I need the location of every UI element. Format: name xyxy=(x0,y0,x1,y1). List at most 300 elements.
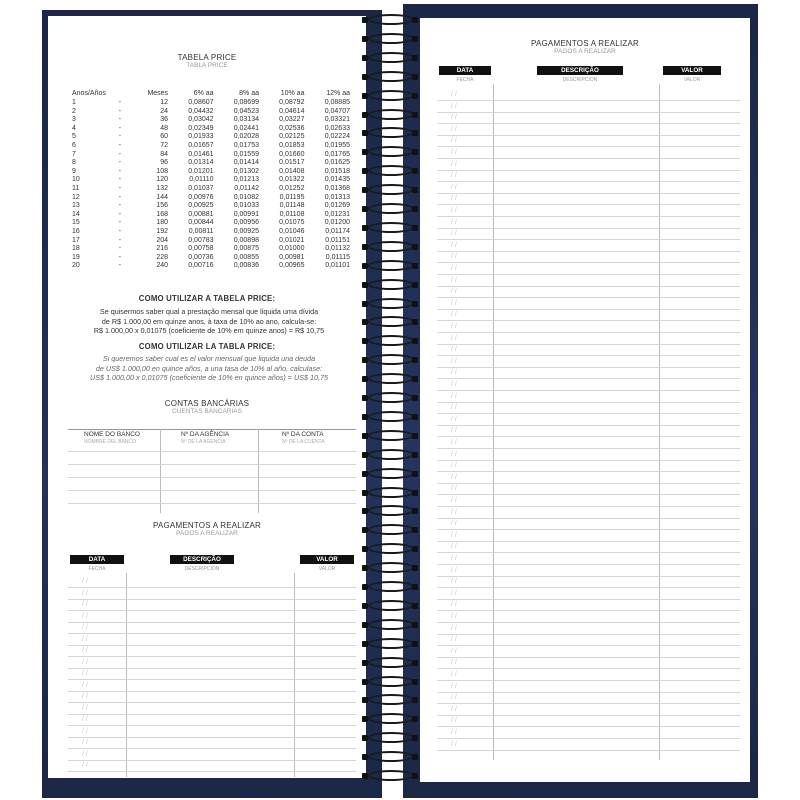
ruled-line[interactable] xyxy=(437,506,740,507)
spiral-ring xyxy=(362,127,418,139)
ruled-line[interactable] xyxy=(437,378,740,379)
price-cell: 0,01660 xyxy=(279,150,305,158)
right-payments-subtitle: PAGOS A REALIZAR xyxy=(554,48,616,55)
right-payments-title: PAGAMENTOS A REALIZAR xyxy=(531,39,639,48)
date-placeholder: / / xyxy=(82,670,88,677)
price-cell: 144 xyxy=(156,193,169,201)
price-cell: 9 xyxy=(72,167,76,175)
spiral-ring xyxy=(362,33,418,45)
spiral-ring xyxy=(362,14,418,26)
ruled-line[interactable] xyxy=(437,100,740,101)
date-placeholder: / / xyxy=(451,427,457,435)
spiral-ring xyxy=(362,732,418,744)
bank-column-divider xyxy=(160,429,161,513)
price-cell: 0,01414 xyxy=(233,159,259,167)
ruled-line[interactable] xyxy=(437,552,740,553)
date-placeholder: / / xyxy=(82,658,88,666)
price-cell: 0,01037 xyxy=(188,184,214,192)
left-payments-table xyxy=(68,555,356,777)
date-placeholder: / / xyxy=(451,462,457,470)
date-placeholder: / / xyxy=(451,346,457,354)
spiral-ring xyxy=(362,430,418,442)
ruled-line[interactable] xyxy=(437,297,740,298)
date-column-header: DATA xyxy=(70,555,124,564)
ruled-line[interactable] xyxy=(437,726,740,727)
price-cell: 0,04432 xyxy=(188,107,214,115)
ruled-line[interactable] xyxy=(68,737,356,738)
ruled-line[interactable] xyxy=(437,460,740,461)
bank-row-line[interactable] xyxy=(68,503,356,504)
price-cell: 4 xyxy=(72,124,76,132)
spiral-ring xyxy=(362,146,418,158)
description-column-subheader: DESCRIPCIÓN xyxy=(184,566,220,572)
ruled-line[interactable] xyxy=(437,181,740,182)
price-cell: 11 xyxy=(72,184,80,192)
price-row xyxy=(70,108,352,117)
bank-column-divider xyxy=(258,429,259,513)
right-page xyxy=(420,18,750,782)
ruled-line[interactable] xyxy=(68,748,356,749)
price-cell: 0,01518 xyxy=(324,167,350,175)
ruled-line[interactable] xyxy=(68,645,356,646)
date-placeholder: / / xyxy=(451,717,457,725)
price-cell: 204 xyxy=(156,236,169,244)
price-cell: 60 xyxy=(160,133,169,141)
ruled-line[interactable] xyxy=(437,135,740,136)
price-table xyxy=(70,88,352,271)
ruled-line[interactable] xyxy=(437,413,740,414)
price-cell: 48 xyxy=(160,124,169,132)
price-cell: - xyxy=(118,141,122,149)
price-cell: 36 xyxy=(160,116,169,124)
price-cell: 1 xyxy=(72,99,76,106)
ruled-line[interactable] xyxy=(68,714,356,715)
date-placeholder: / / xyxy=(82,727,88,735)
bank-row-line[interactable] xyxy=(68,490,356,491)
spiral-ring xyxy=(362,505,418,517)
spiral-ring xyxy=(362,279,418,291)
ruled-line[interactable] xyxy=(437,355,740,356)
price-cell: - xyxy=(118,262,122,270)
price-cell: 0,00965 xyxy=(279,262,305,270)
date-column-subheader: FECHA xyxy=(456,77,474,83)
date-placeholder: / / xyxy=(82,635,88,643)
date-placeholder: / / xyxy=(451,485,457,493)
ruled-line[interactable] xyxy=(437,599,740,600)
price-cell: 0,01461 xyxy=(188,150,214,158)
ruled-line[interactable] xyxy=(437,309,740,310)
price-cell: 0,01046 xyxy=(279,227,305,235)
price-cell: 0,01101 xyxy=(325,262,350,270)
ruled-line[interactable] xyxy=(437,610,740,611)
price-cell: 0,01148 xyxy=(279,202,305,210)
ruled-line[interactable] xyxy=(437,262,740,263)
ruled-line[interactable] xyxy=(437,715,740,716)
ruled-line[interactable] xyxy=(437,123,740,124)
spiral-ring xyxy=(362,90,418,102)
price-cell: 72 xyxy=(160,141,169,149)
how-to-use-title-es: COMO UTILIZAR LA TABLA PRICE: xyxy=(138,342,276,351)
how-pt-line-1: Se quisermos saber qual a prestação mensal que liquida uma dívida xyxy=(99,307,319,316)
price-cell: - xyxy=(118,124,122,132)
price-cell: 0,01313 xyxy=(324,193,350,201)
spiral-ring xyxy=(362,600,418,612)
price-cell: 0,00836 xyxy=(233,262,259,270)
date-placeholder: / / xyxy=(451,392,457,400)
how-es-line-1: Si queremos saber cual es el valor mensual que liquida una deuda xyxy=(102,354,316,363)
date-placeholder: / / xyxy=(82,693,88,700)
ruled-line[interactable] xyxy=(68,679,356,680)
ruled-line[interactable] xyxy=(68,760,356,761)
price-cell: 16 xyxy=(72,227,80,235)
price-cell: 216 xyxy=(156,245,169,253)
date-placeholder: / / xyxy=(451,659,457,667)
price-cell: 24 xyxy=(160,107,169,115)
price-cell: 12 xyxy=(160,99,169,106)
ruled-line[interactable] xyxy=(68,702,356,703)
date-placeholder: / / xyxy=(451,705,457,713)
price-table-subtitle: TABLA PRICE xyxy=(186,62,228,69)
price-cell: 0,03227 xyxy=(279,116,305,124)
spiral-ring xyxy=(362,694,418,706)
date-placeholder: / / xyxy=(451,473,457,481)
date-placeholder: / / xyxy=(451,613,457,620)
price-cell: 0,00976 xyxy=(188,193,214,201)
price-cell: 20 xyxy=(72,262,80,270)
date-placeholder: / / xyxy=(82,704,88,712)
ruled-line[interactable] xyxy=(437,483,740,484)
price-cell: 0,00925 xyxy=(233,227,259,235)
ruled-line[interactable] xyxy=(437,703,740,704)
spiral-ring xyxy=(362,241,418,253)
bank-row-line[interactable] xyxy=(68,464,356,465)
price-cell: 13 xyxy=(72,202,80,210)
date-placeholder: / / xyxy=(451,357,457,365)
ruled-line[interactable] xyxy=(437,645,740,646)
ruled-line[interactable] xyxy=(68,668,356,669)
price-cell: 0,00783 xyxy=(188,236,214,244)
price-cell: 0,01021 xyxy=(279,236,305,244)
price-row xyxy=(70,176,352,185)
ruled-line[interactable] xyxy=(437,320,740,321)
price-cell: 0,04707 xyxy=(324,107,350,115)
price-cell: 0,01000 xyxy=(279,245,305,253)
spiral-ring xyxy=(362,562,418,574)
date-placeholder: / / xyxy=(451,114,457,122)
price-cell: 0,08699 xyxy=(233,99,259,106)
bank-row-line[interactable] xyxy=(68,451,356,452)
spiral-ring xyxy=(362,581,418,593)
price-cell: - xyxy=(118,167,122,175)
how-es-line-2: de US$ 1.000,00 en quince años, a una tasa de 10% al año, calculase: xyxy=(95,363,323,373)
date-placeholder: / / xyxy=(451,149,457,156)
ruled-line[interactable] xyxy=(437,274,740,275)
price-cell: 10 xyxy=(72,176,80,184)
price-cell: - xyxy=(118,176,122,184)
price-cell: 0,00844 xyxy=(188,219,214,227)
ruled-line[interactable] xyxy=(437,576,740,577)
spiral-ring xyxy=(362,770,418,782)
price-cell: - xyxy=(118,159,122,167)
ruled-line[interactable] xyxy=(437,680,740,681)
bank-col-name: NOME DO BANCO xyxy=(84,431,140,438)
ruled-line[interactable] xyxy=(437,750,740,751)
date-placeholder: / / xyxy=(451,647,457,655)
price-cell: - xyxy=(118,116,122,124)
date-placeholder: / / xyxy=(451,218,457,226)
spiral-ring xyxy=(362,392,418,404)
price-cell: 156 xyxy=(156,202,169,210)
price-header-cell: 6% aa xyxy=(193,90,214,97)
ruled-line[interactable] xyxy=(437,390,740,391)
date-placeholder: / / xyxy=(451,578,457,586)
ruled-line[interactable] xyxy=(437,634,740,635)
ruled-line[interactable] xyxy=(437,146,740,147)
ruled-line[interactable] xyxy=(68,633,356,634)
ruled-line[interactable] xyxy=(437,170,740,171)
price-cell: 0,01657 xyxy=(188,141,214,149)
spiral-ring xyxy=(362,373,418,385)
spiral-ring xyxy=(362,335,418,347)
price-cell: 0,00855 xyxy=(233,253,259,261)
price-cell: 0,01201 xyxy=(188,167,214,175)
price-row xyxy=(70,168,352,177)
price-cell: 0,01174 xyxy=(325,227,350,235)
spiral-ring xyxy=(362,676,418,688)
date-placeholder: / / xyxy=(451,369,457,377)
ruled-line[interactable] xyxy=(437,158,740,159)
price-cell: 0,01075 xyxy=(279,219,305,227)
spiral-ring xyxy=(362,203,418,215)
price-row xyxy=(70,211,352,220)
date-placeholder: / / xyxy=(451,230,457,238)
price-cell: 6 xyxy=(72,141,76,149)
price-cell: - xyxy=(118,236,122,244)
price-row xyxy=(70,194,352,203)
column-divider xyxy=(294,573,295,777)
date-placeholder: / / xyxy=(451,299,457,307)
ruled-line[interactable] xyxy=(437,448,740,449)
price-row xyxy=(70,237,352,246)
date-placeholder: / / xyxy=(82,578,88,585)
ruled-line[interactable] xyxy=(437,668,740,669)
ruled-line[interactable] xyxy=(437,494,740,495)
ruled-line[interactable] xyxy=(437,692,740,693)
price-cell: 5 xyxy=(72,133,76,141)
price-cell: 0,01955 xyxy=(324,141,350,149)
date-placeholder: / / xyxy=(82,624,88,631)
date-placeholder: / / xyxy=(451,183,457,191)
price-cell: 0,03321 xyxy=(324,116,350,124)
price-cell: 0,00875 xyxy=(233,245,259,253)
how-pt-line-2: de R$ 1.000,00 em quinze anos, à taxa de 10% ao ano, calcula-se: xyxy=(101,316,317,326)
price-cell: 0,02224 xyxy=(324,133,350,141)
date-placeholder: / / xyxy=(451,102,457,110)
price-cell: 240 xyxy=(156,262,169,270)
price-cell: 0,01110 xyxy=(189,176,214,184)
bank-row-line[interactable] xyxy=(68,477,356,478)
ruled-line[interactable] xyxy=(437,436,740,437)
price-cell: 0,01753 xyxy=(233,141,259,149)
ruled-line[interactable] xyxy=(437,564,740,565)
date-column-header: DATA xyxy=(439,66,491,75)
ruled-line[interactable] xyxy=(68,599,356,600)
spiral-ring xyxy=(362,638,418,650)
price-cell: 0,01213 xyxy=(233,176,259,184)
price-cell: - xyxy=(118,227,122,235)
price-cell: 0,00991 xyxy=(233,210,259,218)
ruled-line[interactable] xyxy=(437,228,740,229)
ruled-line[interactable] xyxy=(437,541,740,542)
how-es-line-3: US$ 1.000,00 x 0,01075 (coeficiente de 10% en quince años) = US$ 10,75 xyxy=(90,373,328,382)
price-cell: - xyxy=(118,150,122,158)
ruled-line[interactable] xyxy=(437,239,740,240)
price-cell: 0,01435 xyxy=(324,176,350,184)
spiral-ring xyxy=(362,657,418,669)
value-column-subheader: VALOR xyxy=(683,77,701,83)
price-cell: 0,08792 xyxy=(279,99,305,106)
spiral-ring xyxy=(362,487,418,499)
price-row xyxy=(70,219,352,228)
price-cell: 0,01322 xyxy=(279,176,305,184)
date-placeholder: / / xyxy=(451,91,457,98)
ruled-line[interactable] xyxy=(437,193,740,194)
price-cell: 0,00881 xyxy=(188,210,214,218)
price-cell: 0,01625 xyxy=(324,159,350,167)
spiral-ring xyxy=(362,449,418,461)
value-column-header: VALOR xyxy=(300,555,354,564)
price-cell: 0,01033 xyxy=(233,202,259,210)
price-cell: 15 xyxy=(72,219,80,227)
ruled-line[interactable] xyxy=(68,771,356,772)
spiral-ring xyxy=(362,619,418,631)
date-placeholder: / / xyxy=(451,276,457,284)
price-cell: 0,02349 xyxy=(188,124,214,132)
ruled-line[interactable] xyxy=(68,622,356,623)
price-cell: 0,01231 xyxy=(324,210,350,218)
price-cell: 0,03134 xyxy=(233,116,259,124)
price-header-cell: 8% aa xyxy=(239,90,259,97)
price-cell: 96 xyxy=(160,159,169,167)
ruled-line[interactable] xyxy=(437,402,740,403)
date-placeholder: / / xyxy=(82,762,88,769)
price-cell: 108 xyxy=(156,167,169,175)
date-placeholder: / / xyxy=(82,716,88,723)
price-row xyxy=(70,202,352,211)
price-cell: 0,01368 xyxy=(324,184,350,192)
date-placeholder: / / xyxy=(82,750,88,758)
price-cell: 19 xyxy=(72,253,80,261)
date-placeholder: / / xyxy=(451,334,457,342)
spiral-ring xyxy=(362,543,418,555)
price-cell: - xyxy=(118,202,122,210)
date-placeholder: / / xyxy=(82,681,88,689)
ruled-line[interactable] xyxy=(437,216,740,217)
spiral-ring xyxy=(362,524,418,536)
ruled-line[interactable] xyxy=(437,622,740,623)
ruled-line[interactable] xyxy=(68,587,356,588)
ruled-line[interactable] xyxy=(68,656,356,657)
ruled-line[interactable] xyxy=(437,425,740,426)
price-row xyxy=(70,228,352,237)
date-placeholder: / / xyxy=(451,729,457,736)
price-cell: - xyxy=(118,107,122,115)
ruled-line[interactable] xyxy=(68,610,356,611)
ruled-line[interactable] xyxy=(437,286,740,287)
date-placeholder: / / xyxy=(451,624,457,632)
price-row xyxy=(70,262,352,271)
description-column-header: DESCRIÇÃO xyxy=(537,66,623,75)
price-cell: 0,01252 xyxy=(279,184,305,192)
date-placeholder: / / xyxy=(451,601,457,609)
price-row xyxy=(70,133,352,142)
price-cell: 84 xyxy=(160,150,169,158)
date-placeholder: / / xyxy=(451,566,457,574)
ruled-line[interactable] xyxy=(437,471,740,472)
ruled-line[interactable] xyxy=(437,657,740,658)
ruled-line[interactable] xyxy=(437,204,740,205)
price-cell: 7 xyxy=(72,150,76,158)
date-placeholder: / / xyxy=(82,647,88,654)
bank-col-name-sub: NOMBRE DEL BANCO xyxy=(84,439,137,445)
left-payments-title: PAGAMENTOS A REALIZAR xyxy=(153,521,261,530)
price-cell: 0,01853 xyxy=(279,141,305,149)
spiral-ring xyxy=(362,71,418,83)
price-cell: 0,04523 xyxy=(233,107,259,115)
price-cell: - xyxy=(118,184,122,192)
price-cell: 0,01302 xyxy=(233,167,259,175)
ruled-line[interactable] xyxy=(437,587,740,588)
ruled-line[interactable] xyxy=(437,738,740,739)
ruled-line[interactable] xyxy=(68,725,356,726)
ruled-line[interactable] xyxy=(437,367,740,368)
spiral-ring xyxy=(362,165,418,177)
spiral-ring xyxy=(362,751,418,763)
date-placeholder: / / xyxy=(451,323,457,330)
ruled-line[interactable] xyxy=(437,332,740,333)
spiral-ring xyxy=(362,52,418,64)
price-cell: 132 xyxy=(156,184,169,192)
ruled-line[interactable] xyxy=(437,112,740,113)
ruled-line[interactable] xyxy=(68,691,356,692)
date-placeholder: / / xyxy=(451,265,457,272)
date-placeholder: / / xyxy=(451,450,457,458)
bank-accounts-title: CONTAS BANCÁRIAS xyxy=(164,399,250,408)
date-placeholder: / / xyxy=(451,137,457,145)
price-cell: 0,01082 xyxy=(233,193,259,201)
bank-accounts-table xyxy=(68,429,356,513)
ruled-line[interactable] xyxy=(437,251,740,252)
date-placeholder: / / xyxy=(451,439,457,446)
ruled-line[interactable] xyxy=(437,529,740,530)
spiral-ring xyxy=(362,260,418,272)
price-cell: 0,01115 xyxy=(325,253,350,261)
ruled-line[interactable] xyxy=(437,344,740,345)
price-cell: 0,02028 xyxy=(233,133,259,141)
price-cell: 0,01559 xyxy=(233,150,259,158)
price-row xyxy=(70,116,352,125)
price-row xyxy=(70,159,352,168)
price-cell: - xyxy=(118,245,122,253)
spiral-ring xyxy=(362,468,418,480)
ruled-line[interactable] xyxy=(437,518,740,519)
column-divider xyxy=(126,573,127,777)
price-cell: 120 xyxy=(156,176,169,184)
date-placeholder: / / xyxy=(451,589,457,597)
price-row xyxy=(70,254,352,263)
price-cell: 0,01933 xyxy=(188,133,214,141)
bank-col-account-sub: Nº DE LA CUENTA xyxy=(282,439,325,445)
